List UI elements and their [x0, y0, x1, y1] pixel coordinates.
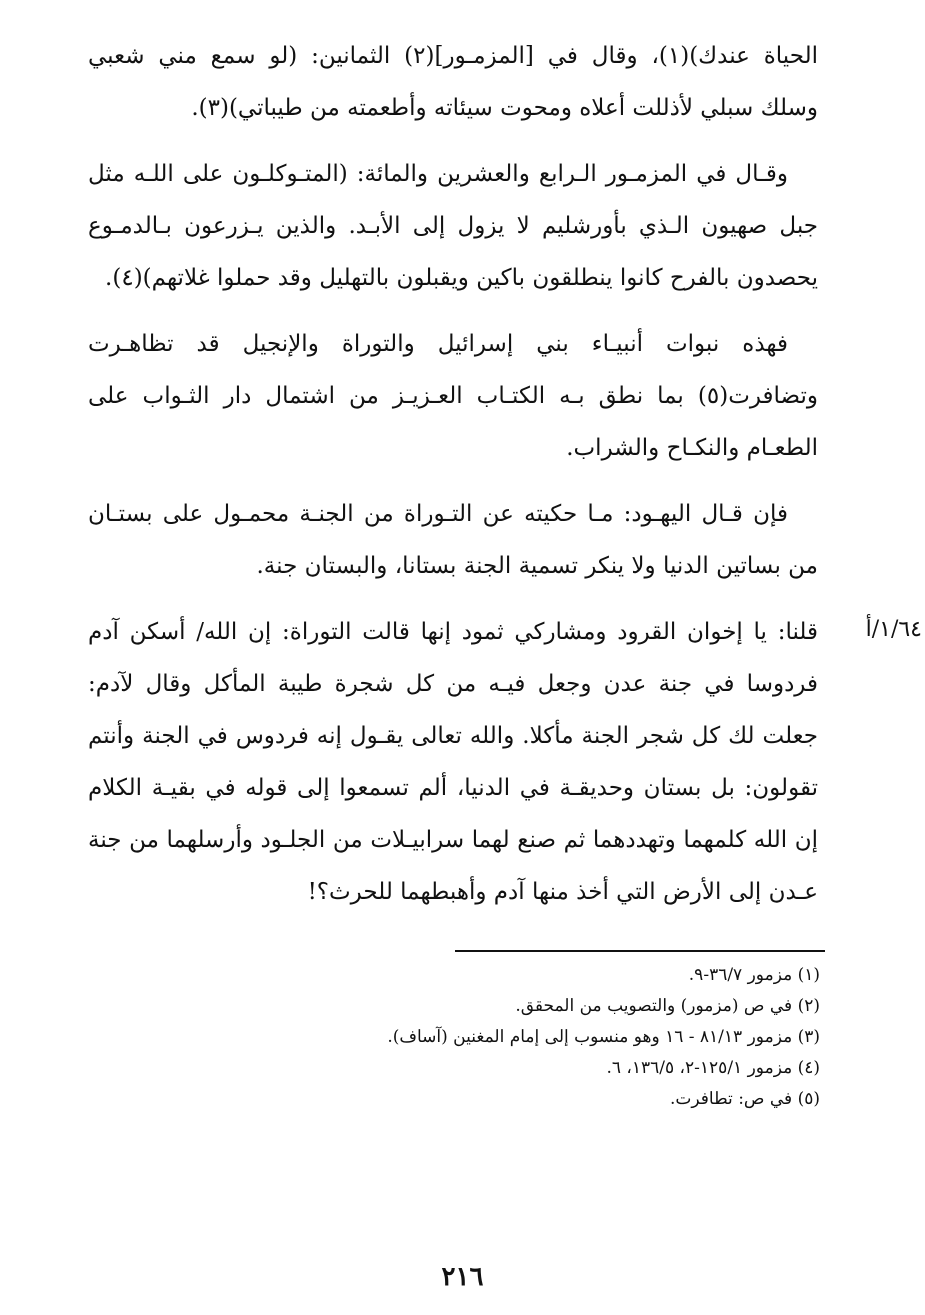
- footnote-2: (٢) في ص (مزمور) والتصويب من المحقق.: [515, 996, 820, 1016]
- footnote-5: (٥) في ص: تطافرت.: [670, 1089, 820, 1109]
- paragraph-5: قلنا: يا إخوان القرود ومشاركي ثمود إنها قالت التوراة: إن الله/ أسكن آدم فردوسا في جنة عدن وجعل فيـه من كل شجرة طيبة المأكل وقال لآدم: جعلت لك كل شجر الجنة مأكلا. والله تعالى يقـول إنه فردوس في الجنة وأنتم تقولون: بل بستان وحديقـة في الدنيا، ألم تسمعوا إلى قوله في بقيـة الكلام إن الله كلمهما وتهددهما ثم صنع لهما سرابيـلات من الجلـود وأرسلهما من جنة عـدن إلى الأرض التي أخذ منها آدم وأهبطهما للحرث؟!: [88, 619, 818, 905]
- paragraph-1: الحياة عندك)(١)، وقال في [المزمـور](٢) الثمانين: (لو سمع مني شعبي وسلك سبلي لأذللت أعلاه ومحوت سيئاته وأطعمته من طيباتي)(٣).: [88, 43, 818, 121]
- footnote-4: (٤) مزمور ١٢٥/١-٢، ١٣٦/٥، ٦.: [606, 1058, 820, 1078]
- main-text: [88, 30, 818, 932]
- footnote-1: (١) مزمور ٣٦/٧-٩.: [688, 965, 820, 985]
- paragraph-2: وقـال في المزمـور الـرابع والعشرين والمائة: (المتـوكلـون على اللـه مثل جبل صهيون الـذي بأورشليم لا يزول إلى الأبـد. والذين يـزرعون بـالدمـوع يحصدون بالفرح كانوا ينطلقون باكين ويقبلون بالتهليل وقد حملوا غلاتهم)(٤).: [88, 161, 818, 291]
- page-number: ٢١٦: [441, 1262, 484, 1292]
- footnotes: [300, 960, 820, 1115]
- manuscript-folio-reference: ١/٦٤/أ: [865, 617, 922, 642]
- footnote-3: (٣) مزمور ٨١/١٣ - ١٦ وهو منسوب إلى إمام المغنين (آساف).: [387, 1027, 820, 1047]
- footnote-divider: [455, 950, 825, 952]
- paragraph-3: فهذه نبوات أنبيـاء بني إسرائيل والتوراة والإنجيل قد تظاهـرت وتضافرت(٥) بما نطق بـه الكتـاب العـزيـز من اشتمال دار الثـواب على الطعـام والنكـاح والشراب.: [88, 331, 818, 461]
- paragraph-4: فإن قـال اليهـود: مـا حكيته عن التـوراة من الجنـة محمـول على بستـان من بساتين الدنيا ولا ينكر تسمية الجنة بستانا، والبستان جنة.: [88, 501, 818, 579]
